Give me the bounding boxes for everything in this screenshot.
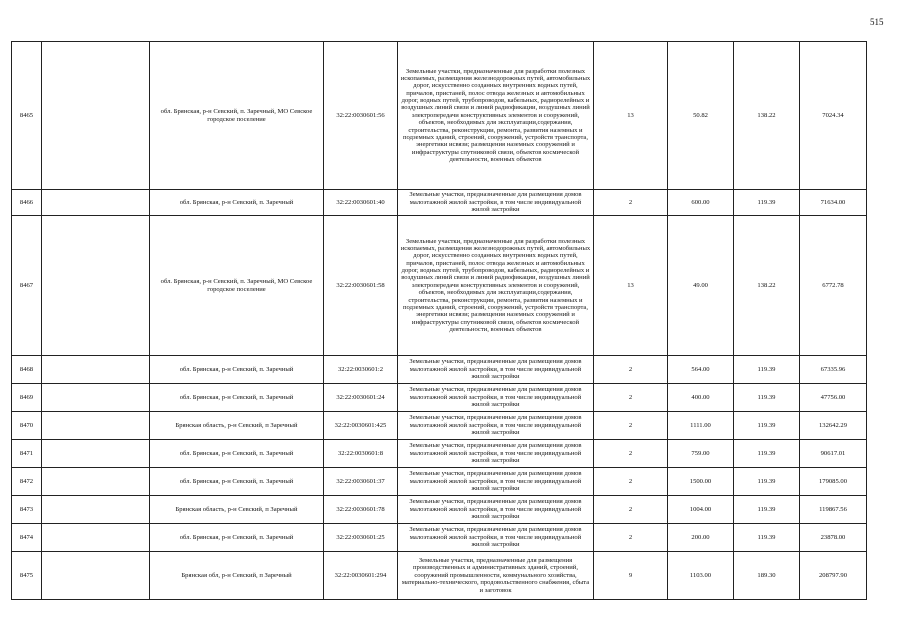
rate-cell: 119.39: [734, 356, 800, 384]
blank-cell: [42, 384, 150, 412]
group-cell: 2: [594, 190, 668, 216]
address-cell: обл. Брянская, р-н Севский, п. Заречный: [150, 440, 324, 468]
rate-cell: 189.30: [734, 552, 800, 600]
row-id-cell: 8467: [12, 216, 42, 356]
land-use-cell: Земельные участки, предназначенные для размещения домов малоэтажной жилой застройки, в том числе индивидуальной жилой застройки: [398, 468, 594, 496]
table-row: [12, 552, 867, 600]
row-id-cell: 8468: [12, 356, 42, 384]
land-use-cell: Земельные участки, предназначенные для размещения домов малоэтажной жилой застройки, в том числе индивидуальной жилой застройки: [398, 440, 594, 468]
cadastral-value-cell: 179085.00: [800, 468, 867, 496]
land-use-cell: Земельные участки, предназначенные для размещения домов малоэтажной жилой застройки, в том числе индивидуальной жилой застройки: [398, 524, 594, 552]
area-cell: 1004.00: [668, 496, 734, 524]
blank-cell: [42, 468, 150, 496]
area-cell: 200.00: [668, 524, 734, 552]
table-row: [12, 440, 867, 468]
address-cell: обл. Брянская, р-н Севский, п. Заречный: [150, 384, 324, 412]
cadastral-number-cell: 32:22:0030601:294: [324, 552, 398, 600]
table-row: [12, 356, 867, 384]
cadastral-value-cell: 67335.96: [800, 356, 867, 384]
group-cell: 2: [594, 496, 668, 524]
area-cell: 1500.00: [668, 468, 734, 496]
group-cell: 13: [594, 42, 668, 190]
cadastral-number-cell: 32:22:0030601:425: [324, 412, 398, 440]
rate-cell: 119.39: [734, 190, 800, 216]
blank-cell: [42, 524, 150, 552]
land-use-cell: Земельные участки, предназначенные для размещения домов малоэтажной жилой застройки, в том числе индивидуальной жилой застройки: [398, 384, 594, 412]
cadastral-value-cell: 119867.56: [800, 496, 867, 524]
row-id-cell: 8474: [12, 524, 42, 552]
group-cell: 2: [594, 440, 668, 468]
cadastral-value-cell: 208797.90: [800, 552, 867, 600]
group-cell: 2: [594, 356, 668, 384]
blank-cell: [42, 412, 150, 440]
cadastral-value-cell: 6772.78: [800, 216, 867, 356]
land-use-cell: Земельные участки, предназначенные для размещения домов малоэтажной жилой застройки, в том числе индивидуальной жилой застройки: [398, 356, 594, 384]
rate-cell: 119.39: [734, 496, 800, 524]
rate-cell: 119.39: [734, 468, 800, 496]
table-row: [12, 412, 867, 440]
blank-cell: [42, 216, 150, 356]
table-row: [12, 190, 867, 216]
table-row: [12, 524, 867, 552]
cadastral-number-cell: 32:22:0030601:58: [324, 216, 398, 356]
address-cell: обл. Брянская, р-н Севский, п. Заречный: [150, 356, 324, 384]
row-id-cell: 8470: [12, 412, 42, 440]
blank-cell: [42, 440, 150, 468]
row-id-cell: 8465: [12, 42, 42, 190]
land-use-cell: Земельные участки, предназначенные для размещения производственных и административных зданий, строений, сооружений промышленности, коммунального хозяйства, материально-технического, продовольственного снабжения, сбыта и заготовок: [398, 552, 594, 600]
address-cell: Брянская область, р-н Севский, п Заречный: [150, 496, 324, 524]
rate-cell: 119.39: [734, 412, 800, 440]
land-use-cell: Земельные участки, предназначенные для размещения домов малоэтажной жилой застройки, в том числе индивидуальной жилой застройки: [398, 190, 594, 216]
cadastral-value-table: [11, 41, 867, 600]
row-id-cell: 8473: [12, 496, 42, 524]
area-cell: 759.00: [668, 440, 734, 468]
area-cell: 49.00: [668, 216, 734, 356]
group-cell: 9: [594, 552, 668, 600]
cadastral-value-cell: 90617.01: [800, 440, 867, 468]
row-id-cell: 8466: [12, 190, 42, 216]
table-row: [12, 496, 867, 524]
area-cell: 1111.00: [668, 412, 734, 440]
address-cell: обл. Брянская, р-н Севский, п. Заречный, МО Севское городское поселение: [150, 216, 324, 356]
row-id-cell: 8471: [12, 440, 42, 468]
blank-cell: [42, 496, 150, 524]
rate-cell: 119.39: [734, 440, 800, 468]
cadastral-number-cell: 32:22:0030601:8: [324, 440, 398, 468]
rate-cell: 138.22: [734, 42, 800, 190]
cadastral-value-cell: 7024.34: [800, 42, 867, 190]
land-use-cell: Земельные участки, предназначенные для разработки полезных ископаемых, размещения железнодорожных путей, автомобильных дорог, искусственно созданных внутренних водных путей, причалов, пристаней, полос отвода железных и автомобильных дорог, водных путей, трубопроводов, кабельных, радиорелейных и воздушных линий связи и линий радиофикации, воздушных линий электропередачи конструктивных элементов и сооружений, объектов, необходимых для эксплуатации,содержания, строительства, реконструкции, ремонта, развития наземных и подземных зданий, строений, сооружений, устройств транспорта, энергетики исвязи; размещения наземных сооружений и инфраструктуры спутниковой связи, объектов космической деятельности, военных объектов: [398, 216, 594, 356]
area-cell: 564.00: [668, 356, 734, 384]
blank-cell: [42, 356, 150, 384]
land-use-cell: Земельные участки, предназначенные для размещения домов малоэтажной жилой застройки, в том числе индивидуальной жилой застройки: [398, 412, 594, 440]
row-id-cell: 8475: [12, 552, 42, 600]
group-cell: 13: [594, 216, 668, 356]
cadastral-number-cell: 32:22:0030601:56: [324, 42, 398, 190]
address-cell: обл. Брянская, р-н Севский, п. Заречный: [150, 468, 324, 496]
cadastral-number-cell: 32:22:0030601:78: [324, 496, 398, 524]
group-cell: 2: [594, 384, 668, 412]
land-use-cell: Земельные участки, предназначенные для размещения домов малоэтажной жилой застройки, в том числе индивидуальной жилой застройки: [398, 496, 594, 524]
page-number: 515: [870, 17, 884, 27]
rate-cell: 119.39: [734, 524, 800, 552]
cadastral-value-cell: 71634.00: [800, 190, 867, 216]
area-cell: 1103.00: [668, 552, 734, 600]
cadastral-number-cell: 32:22:0030601:2: [324, 356, 398, 384]
table-row: [12, 42, 867, 190]
area-cell: 600.00: [668, 190, 734, 216]
cadastral-value-cell: 132642.29: [800, 412, 867, 440]
cadastral-value-cell: 47756.00: [800, 384, 867, 412]
group-cell: 2: [594, 468, 668, 496]
area-cell: 400.00: [668, 384, 734, 412]
cadastral-number-cell: 32:22:0030601:24: [324, 384, 398, 412]
land-use-cell: Земельные участки, предназначенные для разработки полезных ископаемых, размещения железнодорожных путей, автомобильных дорог, искусственно созданных внутренних водных путей, причалов, пристаней, полос отвода железных и автомобильных дорог, водных путей, трубопроводов, кабельных, радиорелейных и воздушных линий связи и линий радиофикации, воздушных линий электропередачи конструктивных элементов и сооружений, объектов, необходимых для эксплуатации,содержания, строительства, реконструкции, ремонта, развития наземных и подземных зданий, строений, сооружений, устройств транспорта, энергетики исвязи; размещения наземных сооружений и инфраструктуры спутниковой связи, объектов космической деятельности, военных объектов: [398, 42, 594, 190]
group-cell: 2: [594, 524, 668, 552]
row-id-cell: 8472: [12, 468, 42, 496]
address-cell: Брянская область, р-н Севский, п Заречный: [150, 412, 324, 440]
cadastral-number-cell: 32:22:0030601:25: [324, 524, 398, 552]
cadastral-number-cell: 32:22:0030601:37: [324, 468, 398, 496]
table-row: [12, 384, 867, 412]
blank-cell: [42, 552, 150, 600]
group-cell: 2: [594, 412, 668, 440]
address-cell: обл. Брянская, р-н Севский, п. Заречный: [150, 524, 324, 552]
blank-cell: [42, 42, 150, 190]
row-id-cell: 8469: [12, 384, 42, 412]
cadastral-value-cell: 23878.00: [800, 524, 867, 552]
cadastral-number-cell: 32:22:0030601:40: [324, 190, 398, 216]
address-cell: обл. Брянская, р-н Севский, п. Заречный: [150, 190, 324, 216]
blank-cell: [42, 190, 150, 216]
table-row: [12, 468, 867, 496]
rate-cell: 119.39: [734, 384, 800, 412]
address-cell: обл. Брянская, р-н Севский, п. Заречный, МО Севское городское поселение: [150, 42, 324, 190]
rate-cell: 138.22: [734, 216, 800, 356]
address-cell: Брянская обл, р-н Севский, п Заречный: [150, 552, 324, 600]
area-cell: 50.82: [668, 42, 734, 190]
table-row: [12, 216, 867, 356]
